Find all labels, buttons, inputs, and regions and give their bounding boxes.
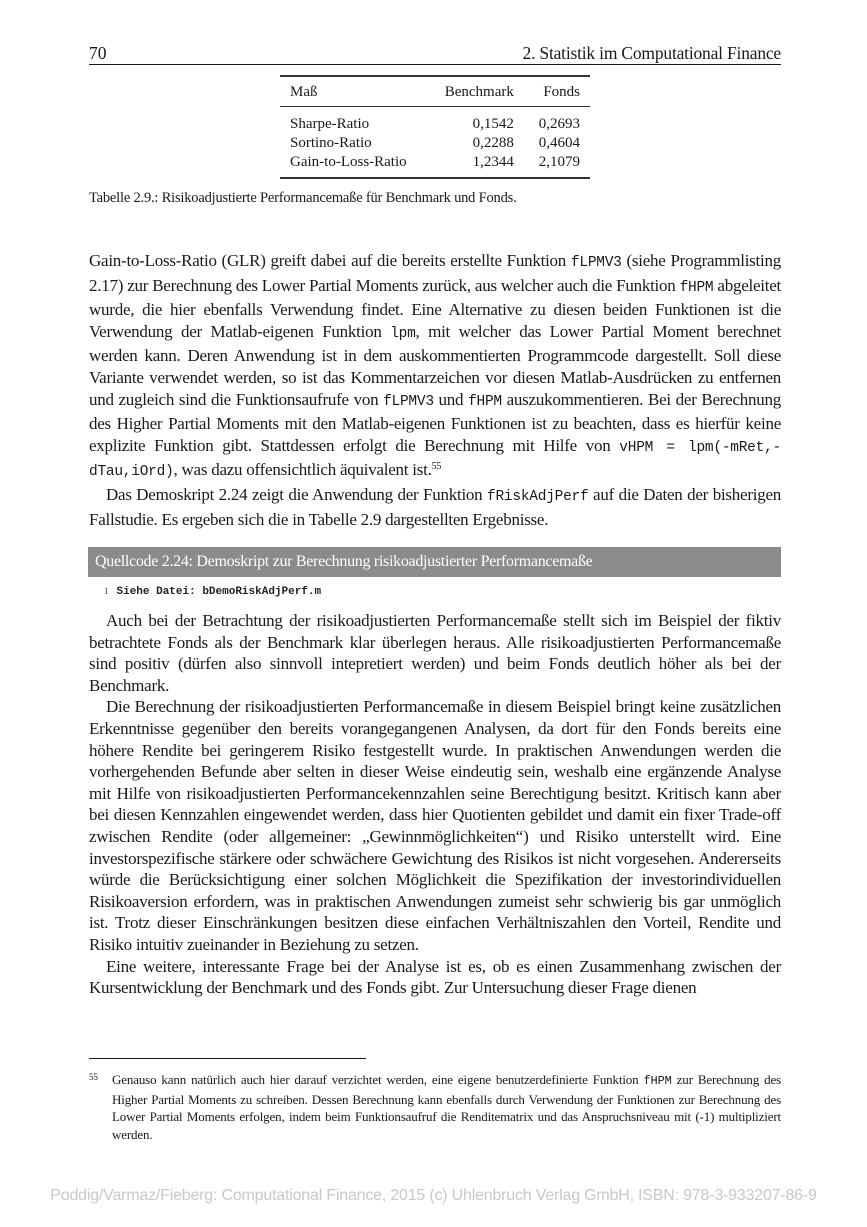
paragraph-berechnung: Die Berechnung der risikoadjustierten Performancemaße in diesem Beispiel bringt keine zusätzlichen Erkenntnisse gegenüber den bereits vorangegangenen Analysen, da dort für den Fonds bereits eine höhere Rendite bei geringerem Risiko festgestellt wurde. In praktischen Anwendungen werden die vorhergehenden Befunde aber selten in dieser Weise eindeutig sein, weshalb eine ergänzende Analyse mit Hilfe von risikoadjustierten Performancekennzahlen seine Berechtigung besitzt. Kritisch kann aber bei diesen Kennzahlen eingewendet werden, dass hier Quotienten gebildet und damit ein fixer Trade-off zwischen Rendite (oder allgemeiner: „Gewinnmöglichkeiten“) und Risiko unterstellt wird. Eine investorspezifische stärkere oder schwächere Gewichtung des Risikos ist nicht vorgesehen. Andererseits würde die Berücksichtigung einer solchen Möglichkeit die Spezifikation der investorindividuellen Risikoaversion erfordern, was in praktischen Anwendungen zumeist sehr schwierig bis gar unmöglich ist. Trotz dieser Einschränkungen besitzen diese einfachen Verhältniszahlen den Vorteil, Rendite und Risiko intuitiv zueinander in Beziehung zu setzen. <box>89 697 781 954</box>
table-caption: Tabelle 2.9.: Risikoadjustierte Performancemaße für Benchmark und Fonds. <box>89 190 517 206</box>
line-number: 1 <box>104 586 109 596</box>
code-inline: fRiskAdjPerf <box>487 488 589 505</box>
cell-measure: Gain-to-Loss-Ratio <box>280 153 428 178</box>
text-run: , was dazu offensichtlich äquivalent ist. <box>173 460 432 480</box>
column-header-fonds: Fonds <box>524 76 590 107</box>
paragraph-demoskript <box>89 484 781 530</box>
paragraph-zusammenhang: Eine weitere, interessante Frage bei der Analyse ist es, ob es einen Zusammenhang zwischen der Kursentwicklung der Benchmark und des Fonds gibt. Zur Untersuchung dieser Frage dienen <box>89 956 781 998</box>
code-inline: fLPMV3 <box>383 393 434 410</box>
text-run: , mit welcher das Lower Partial Moment berechnet werden kann. Deren Anwendung ist in dem auskommentierten Programmcode dargestellt. Soll diese Variante verwendet werden, so ist das Kommentarzeichen vor diesen Matlab-Ausdrücken zu entfernen und zugleich sind die Funktionsaufrufe von <box>89 321 781 409</box>
code-inline: fHPM <box>468 393 502 410</box>
copyright-watermark: Poddig/Varmaz/Fieberg: Computational Finance, 2015 (c) Uhlenbruch Verlag GmbH, ISBN: 978-3-933207-86-9 <box>50 1187 817 1204</box>
paragraph-glr <box>89 250 781 484</box>
table-row <box>280 107 590 135</box>
code-inline: fHPM <box>643 1074 672 1088</box>
footnote-text <box>112 1071 781 1143</box>
code-inline: lpm <box>390 325 416 342</box>
footnote-55 <box>89 1071 781 1143</box>
table-row <box>280 134 590 153</box>
text-run: Das Demoskript 2.24 zeigt die Anwendung der Funktion <box>106 484 488 504</box>
text-run: auf die Daten der bisherigen Fallstudie. Es ergeben sich die in Tabelle 2.9 dargestellten Ergebnisse. <box>89 484 782 529</box>
code-inline: fLPMV3 <box>570 255 622 271</box>
footnote-reference-link[interactable]: 55 <box>431 461 442 473</box>
cell-benchmark: 1,2344 <box>428 153 524 178</box>
cell-benchmark: 0,1542 <box>472 116 514 132</box>
paragraph-betrachtung: Auch bei der Betrachtung der risikoadjustierten Performancemaße stellt sich im Beispiel der fiktiv betrachtete Fonds als der Benchmark klar überlegen heraus. Alle risikoadjustierten Performancemaße sind positiv (dürfen also sinnvoll intepretiert werden) und beim Fonds deutlich höher als bei der Benchmark. <box>89 611 781 695</box>
cell-fonds: 0,4604 <box>538 135 580 151</box>
cell-measure: Sortino-Ratio <box>290 135 372 151</box>
footnote-divider <box>89 1058 366 1059</box>
footnote-number: 55 <box>89 1072 98 1082</box>
listing-title-bar: Quellcode 2.24: Demoskript zur Berechnung risikoadjustierter Performancemaße <box>88 547 781 577</box>
text-run: Genauso kann natürlich auch hier darauf verzichtet werden, eine eigene benutzerdefinierte Funktion <box>112 1072 644 1087</box>
text-run: und <box>433 389 469 409</box>
listing-code: Siehe Datei: bDemoRiskAdjPerf.m <box>116 586 322 598</box>
cell-benchmark: 0,2288 <box>472 135 514 151</box>
text-run: zur Berechnung des Higher Partial Moments zu schreiben. Dessen Berechnung kann ebenfalls durch Verwendung der Funktionen zur Berechnung des Lower Partial Moments erfolgen, indem beim Funktionsaufruf die Renditematrix und das Anspruchsniveau mit (-1) multipliziert werden. <box>112 1072 781 1142</box>
text-run: auszukommentieren. Bei der Berechnung des Higher Partial Moments mit den Matlab-eigenen Funktionen ist zu beachten, dass es hierfür keine explizite Funktion gibt. Stattdessen erfolgt die Berechnung mit Hilfe von <box>89 389 781 455</box>
text-run: Gain-to-Loss-Ratio (GLR) greift dabei auf die bereits erstellte Funktion <box>89 251 571 270</box>
page-header <box>89 42 781 65</box>
code-inline: vHPM = lpm(-mRet,-dTau,iOrd) <box>89 439 781 481</box>
code-inline: fHPM <box>679 279 714 296</box>
cell-fonds: 2,1079 <box>524 153 590 178</box>
body-text-lower <box>89 610 781 999</box>
cell-fonds: 0,2693 <box>538 116 580 132</box>
results-table <box>280 75 590 179</box>
running-chapter-title: 2. Statistik im Computational Finance <box>522 43 781 63</box>
cell-measure: Sharpe-Ratio <box>290 116 370 132</box>
table-header-row <box>280 76 590 107</box>
column-header-benchmark: Benchmark <box>428 76 524 107</box>
body-text-upper <box>89 250 781 530</box>
column-header-measure: Maß <box>280 76 428 107</box>
text-run: (siehe Programmlisting 2.17) zur Berechnung des Lower Partial Moments zurück, aus welcher auch die Funktion <box>89 251 781 295</box>
text-run: abgeleitet wurde, die hier ebenfalls Verwendung findet. Eine Alternative zu diesen beiden Funktionen ist die Verwendung der Matlab-eigenen Funktion <box>89 275 782 341</box>
page-number: 70 <box>89 43 107 63</box>
table-row <box>280 153 590 178</box>
listing-code-line <box>104 584 321 599</box>
